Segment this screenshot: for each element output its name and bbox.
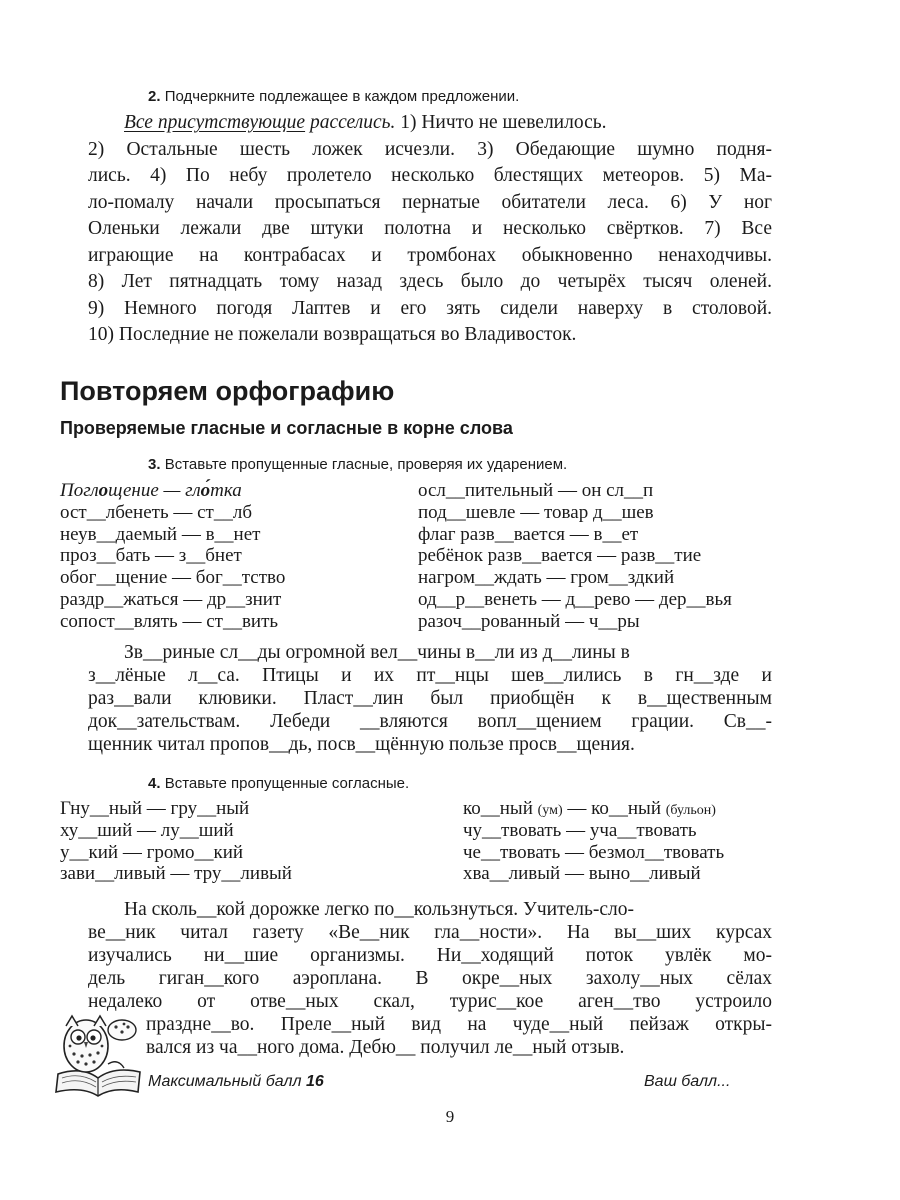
page-number: 9 xyxy=(445,1107,455,1126)
example-subject: Все присутствующие xyxy=(124,112,306,133)
text-line: лись. 4) По небу пролетело несколько блестящих метеоров. 5) Ма- xyxy=(88,165,772,186)
word-pair: ху__ший — лу__ший xyxy=(60,819,234,841)
word-pair: проз__бать — з__бнет xyxy=(60,545,242,567)
text-line: 9) Немного погодя Лаптев и его зять сидели наверху в столовой. xyxy=(88,297,772,319)
text-line: На сколь__кой дорожке легко по__кользнуться. Учитель-сло- xyxy=(124,899,635,920)
task-number: 4. xyxy=(148,775,161,792)
max-score-label: Максимальный балл xyxy=(148,1073,306,1090)
text-line: 10) Последние не пожелали возвращаться во Владивосток. xyxy=(88,324,577,345)
word-pair: од__р__венеть — д__рево — дер__вья xyxy=(418,588,732,610)
task-instruction-text: Подчеркните подлежащее в каждом предложении. xyxy=(164,88,520,105)
task-2-instruction xyxy=(148,88,519,105)
task-number: 3. xyxy=(148,456,161,473)
section-title: Повторяем орфографию xyxy=(60,376,395,406)
word-pair: чу__твовать — уча__твовать xyxy=(463,819,697,841)
example-pair: Поглощение — гло́тка xyxy=(60,480,242,501)
task-number: 2. xyxy=(148,88,161,105)
text-line: изучались ни__шие организмы. Ни__ходящий поток увлёк мо- xyxy=(88,945,772,966)
text-line: Оленьки лежали две штуки полотна и несколько свёртков. 7) Все xyxy=(88,218,772,239)
word-pair: под__шевле — товар д__шев xyxy=(418,501,654,523)
task-3-left-column xyxy=(60,480,285,633)
word-pair: зави__ливый — тру__ливый xyxy=(60,863,292,885)
max-score-value: 16 xyxy=(305,1073,324,1090)
word-pair: раздр__жаться — др__знит xyxy=(60,588,282,610)
word-pair: че__твовать — безмол__твовать xyxy=(463,841,725,863)
word-pair: флаг разв__вается — в__ет xyxy=(418,523,639,545)
your-score: Ваш балл... xyxy=(644,1073,731,1090)
text-line: вался из ча__ного дома. Дебю__ получил ле__ный отзыв. xyxy=(146,1037,625,1058)
word-pair: хва__ливый — выно__ливый xyxy=(463,863,701,885)
text-line: недалеко от отве__ных скал, турис__кое аген__тво устроило xyxy=(88,991,772,1012)
task-4-right-column xyxy=(463,798,724,885)
task-4-left-column xyxy=(60,798,292,885)
task-instruction-text: Вставьте пропущенные гласные, проверяя их ударением. xyxy=(164,456,568,473)
max-score xyxy=(148,1073,324,1091)
word-pair: разоч__рованный — ч__ры xyxy=(418,610,640,632)
word-pair: ко__ный (ум) — ко__ный (бульон) xyxy=(463,798,716,819)
text-line: док__зательствам. Лебеди __вляются вопл__щением грации. Св__- xyxy=(88,711,772,732)
word-pair: нагром__ждать — гром__здкий xyxy=(418,567,675,589)
text-line: ло-помалу начали просыпаться пернатые обитатели леса. 6) У ног xyxy=(88,191,772,213)
text-line xyxy=(88,110,772,137)
example-predicate: расселись. xyxy=(305,112,396,133)
text-line: 8) Лет пятнадцать тому назад здесь было до четырёх тысяч оленей. xyxy=(88,271,772,292)
word-pair: Гну__ный — гру__ный xyxy=(60,798,250,819)
word-pair: сопост__влять — ст__вить xyxy=(60,610,279,632)
word-pair: ост__лбенеть — ст__лб xyxy=(60,501,252,523)
task-3-right-column xyxy=(418,480,732,633)
task-3-instruction xyxy=(148,456,567,473)
task-instruction-text: Вставьте пропущенные согласные. xyxy=(164,775,410,792)
text-line: ве__ник читал газету «Ве__ник гла__ности». На вы__ших курсах xyxy=(88,922,772,943)
owl-with-book-illustration xyxy=(52,1012,144,1098)
text-line: раз__вали клювики. Пласт__лин был приобщён к в__щественным xyxy=(88,688,772,709)
subsection-title: Проверяемые гласные и согласные в корне слова xyxy=(60,418,513,438)
text-line: з__лёные л__са. Птицы и их пт__нцы шев__лились в гн__зде и xyxy=(88,665,772,686)
word-pair: обог__щение — бог__тство xyxy=(60,567,286,589)
text-line: дель гиган__кого аэроплана. В окре__ных захолу__ных сёлах xyxy=(88,968,772,989)
task-3-paragraph xyxy=(88,641,772,756)
text-line: 2) Остальные шесть ложек исчезли. 3) Обедающие шумно подня- xyxy=(88,138,772,160)
word-pair: осл__пительный — он сл__п xyxy=(418,480,654,501)
text-line: щенник читал пропов__дь, посв__щённую пользе просв__щения. xyxy=(88,734,635,755)
task-2-text xyxy=(88,110,772,349)
word-pair: ребёнок разв__вается — разв__тие xyxy=(418,545,702,567)
sentence: 1) Ничто не шевелилось. xyxy=(400,112,607,133)
word-pair: неув__даемый — в__нет xyxy=(60,523,261,545)
task-4-paragraph xyxy=(88,898,772,1059)
word-pair: у__кий — громо__кий xyxy=(60,841,244,863)
text-line: Зв__риные сл__ды огромной вел__чины в__ли из д__лины в xyxy=(124,642,630,663)
text-line: играющие на контрабасах и тромбонах обыкновенно ненаходчивы. xyxy=(88,244,772,266)
task-4-instruction xyxy=(148,775,409,792)
text-line: праздне__во. Преле__ный вид на чуде__ный пейзаж откры- xyxy=(146,1014,772,1035)
